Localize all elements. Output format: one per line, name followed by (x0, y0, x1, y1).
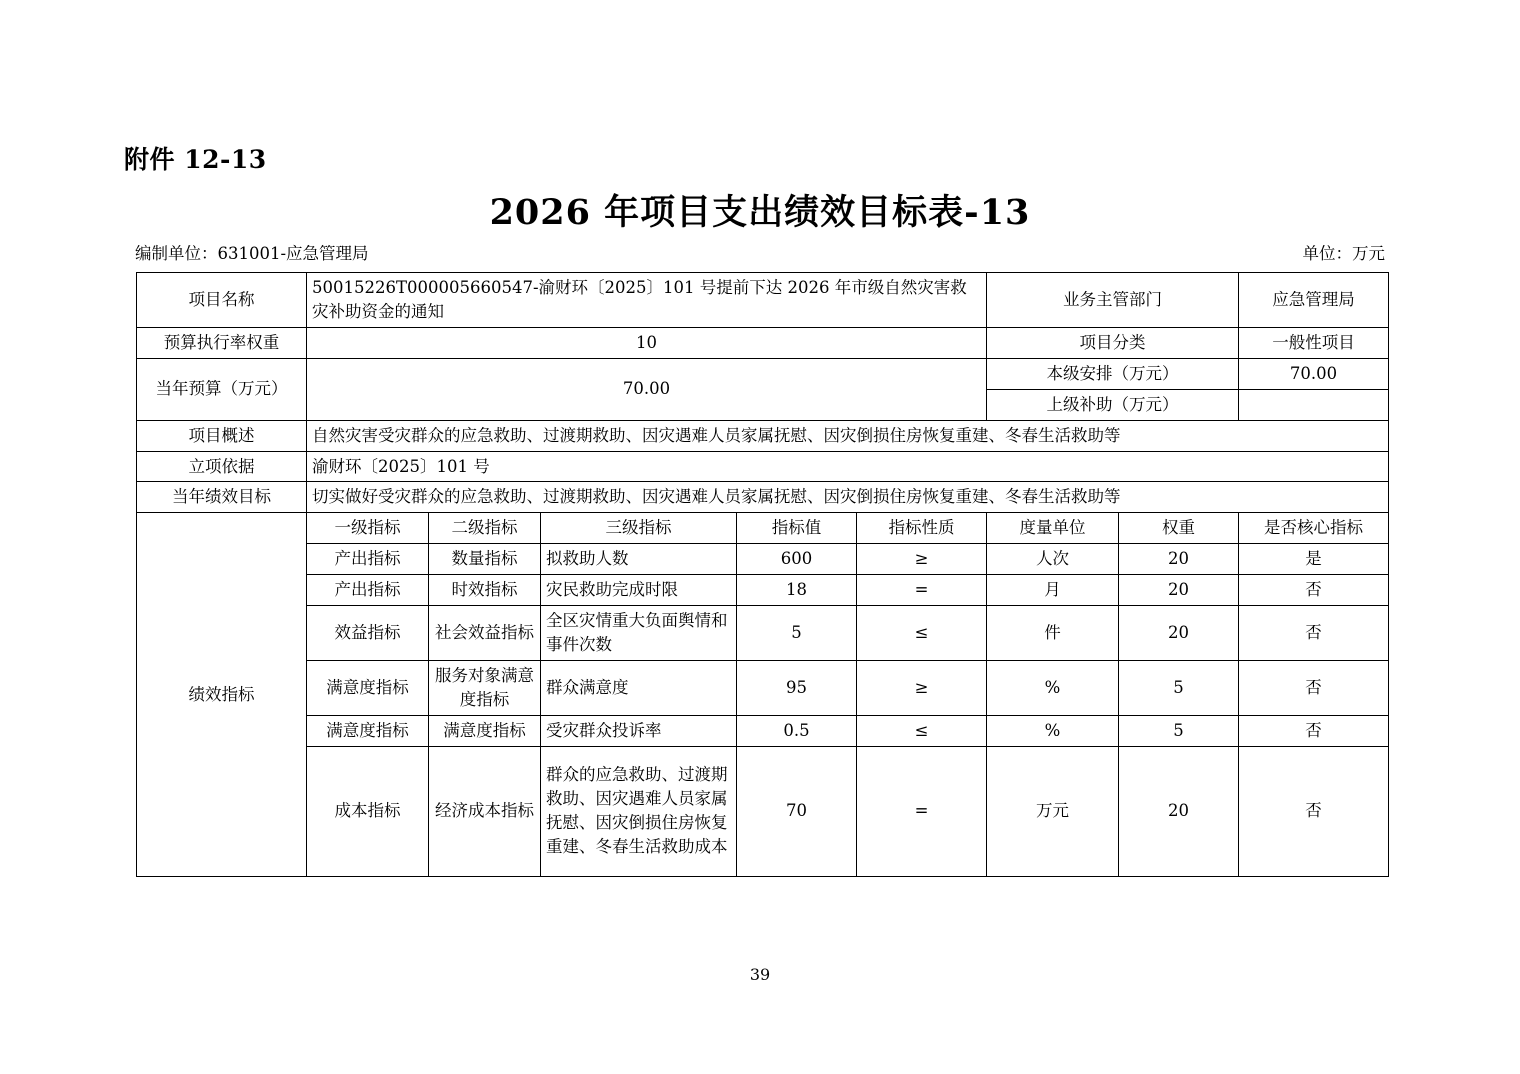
cell-level2: 数量指标 (429, 544, 541, 575)
cell-weight: 20 (1119, 544, 1239, 575)
table-row-project-name (137, 273, 1389, 328)
header-weight: 权重 (1119, 513, 1239, 544)
cell-core: 否 (1239, 575, 1389, 606)
cell-weight: 20 (1119, 606, 1239, 661)
header-core: 是否核心指标 (1239, 513, 1389, 544)
header-unit: 度量单位 (987, 513, 1119, 544)
table-row-overview (137, 420, 1389, 451)
cell-core: 否 (1239, 660, 1389, 715)
table-row (137, 715, 1389, 746)
label-project-name: 项目名称 (137, 273, 307, 328)
cell-level3: 群众满意度 (541, 660, 737, 715)
table-row-exec-weight (137, 327, 1389, 358)
cell-unit: % (987, 660, 1119, 715)
cell-level2: 满意度指标 (429, 715, 541, 746)
cell-level2: 时效指标 (429, 575, 541, 606)
table-row (137, 746, 1389, 876)
performance-goal-table-wrapper (136, 272, 1388, 877)
value-project-name: 50015226T000005660547-渝财环〔2025〕101 号提前下达 2026 年市级自然灾害救灾补助资金的通知 (307, 273, 987, 328)
cell-level3: 群众的应急救助、过渡期救助、因灾遇难人员家属抚慰、因灾倒损住房恢复重建、冬春生活救助成本 (541, 746, 737, 876)
value-dept: 应急管理局 (1239, 273, 1389, 328)
cell-weight: 20 (1119, 575, 1239, 606)
cell-level1: 成本指标 (307, 746, 429, 876)
label-performance-indicators: 绩效指标 (137, 513, 307, 876)
page-number: 39 (749, 965, 771, 984)
header-nature: 指标性质 (857, 513, 987, 544)
label-year-goal: 当年绩效目标 (137, 482, 307, 513)
value-year-budget: 70.00 (307, 358, 987, 420)
label-dept: 业务主管部门 (987, 273, 1239, 328)
cell-weight: 5 (1119, 660, 1239, 715)
cell-weight: 5 (1119, 715, 1239, 746)
cell-core: 否 (1239, 715, 1389, 746)
cell-level1: 产出指标 (307, 544, 429, 575)
value-upper-subsidy (1239, 389, 1389, 420)
attachment-label: 附件 12-13 (124, 145, 267, 174)
cell-level3: 灾民救助完成时限 (541, 575, 737, 606)
cell-level1: 产出指标 (307, 575, 429, 606)
cell-nature: ≥ (857, 544, 987, 575)
label-basis: 立项依据 (137, 451, 307, 482)
table-row-year-goal (137, 482, 1389, 513)
value-local-arrange: 70.00 (1239, 358, 1389, 389)
compiling-unit: 编制单位：631001-应急管理局 (135, 244, 369, 263)
cell-core: 否 (1239, 606, 1389, 661)
table-row-indicator-headers (137, 513, 1389, 544)
cell-value: 70 (737, 746, 857, 876)
cell-level2: 经济成本指标 (429, 746, 541, 876)
cell-level3: 受灾群众投诉率 (541, 715, 737, 746)
meta-row (135, 240, 1385, 264)
cell-nature: ≤ (857, 606, 987, 661)
cell-unit: 件 (987, 606, 1119, 661)
cell-level3: 拟救助人数 (541, 544, 737, 575)
cell-unit: 人次 (987, 544, 1119, 575)
cell-level2: 服务对象满意度指标 (429, 660, 541, 715)
label-upper-subsidy: 上级补助（万元） (987, 389, 1239, 420)
table-row-year-budget (137, 358, 1389, 389)
header-level1: 一级指标 (307, 513, 429, 544)
header-level3: 三级指标 (541, 513, 737, 544)
table-row (137, 544, 1389, 575)
cell-nature: = (857, 746, 987, 876)
amount-unit: 单位：万元 (1302, 244, 1385, 263)
value-basis: 渝财环〔2025〕101 号 (307, 451, 1389, 482)
table-row (137, 575, 1389, 606)
label-year-budget: 当年预算（万元） (137, 358, 307, 420)
cell-value: 95 (737, 660, 857, 715)
header-value: 指标值 (737, 513, 857, 544)
performance-goal-table (136, 272, 1389, 877)
label-exec-weight: 预算执行率权重 (137, 327, 307, 358)
header-level2: 二级指标 (429, 513, 541, 544)
cell-level1: 满意度指标 (307, 660, 429, 715)
cell-value: 18 (737, 575, 857, 606)
label-category: 项目分类 (987, 327, 1239, 358)
label-local-arrange: 本级安排（万元） (987, 358, 1239, 389)
cell-level1: 满意度指标 (307, 715, 429, 746)
page-title: 2026 年项目支出绩效目标表-13 (489, 192, 1031, 233)
cell-value: 5 (737, 606, 857, 661)
cell-core: 是 (1239, 544, 1389, 575)
value-year-goal: 切实做好受灾群众的应急救助、过渡期救助、因灾遇难人员家属抚慰、因灾倒损住房恢复重建、冬春生活救助等 (307, 482, 1389, 513)
cell-value: 600 (737, 544, 857, 575)
cell-unit: 万元 (987, 746, 1119, 876)
cell-level2: 社会效益指标 (429, 606, 541, 661)
cell-level1: 效益指标 (307, 606, 429, 661)
cell-level3: 全区灾情重大负面舆情和事件次数 (541, 606, 737, 661)
cell-nature: ≤ (857, 715, 987, 746)
label-overview: 项目概述 (137, 420, 307, 451)
value-category: 一般性项目 (1239, 327, 1389, 358)
value-overview: 自然灾害受灾群众的应急救助、过渡期救助、因灾遇难人员家属抚慰、因灾倒损住房恢复重建、冬春生活救助等 (307, 420, 1389, 451)
cell-value: 0.5 (737, 715, 857, 746)
cell-nature: = (857, 575, 987, 606)
cell-weight: 20 (1119, 746, 1239, 876)
table-row (137, 660, 1389, 715)
cell-unit: % (987, 715, 1119, 746)
cell-unit: 月 (987, 575, 1119, 606)
cell-core: 否 (1239, 746, 1389, 876)
table-row (137, 606, 1389, 661)
table-row-basis (137, 451, 1389, 482)
cell-nature: ≥ (857, 660, 987, 715)
value-exec-weight: 10 (307, 327, 987, 358)
